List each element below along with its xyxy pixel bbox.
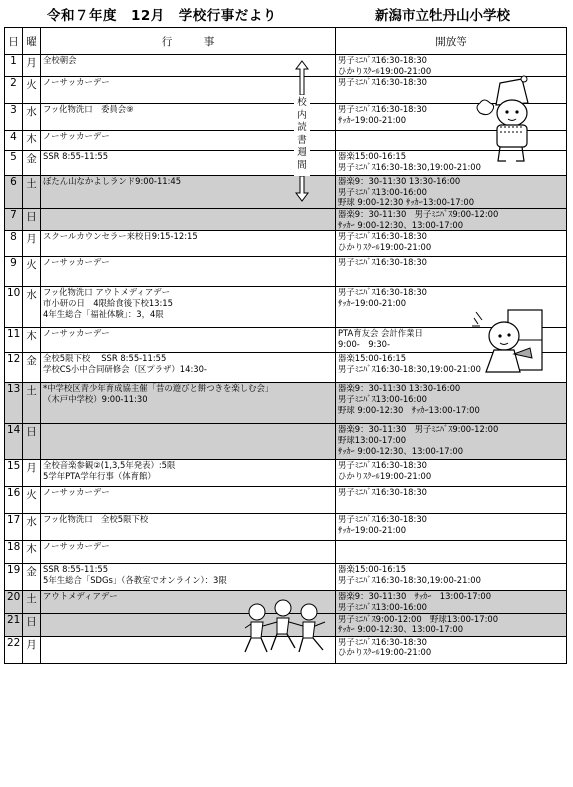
column-header-open: 開放等 (336, 28, 567, 55)
open-line: ｻｯｶｰ19:00-21:00 (338, 297, 407, 308)
open-line: 男子ﾐﾆﾊﾞｽ16:30-18:30 (338, 77, 427, 88)
open-line: 器楽9：30-11:30 男子ﾐﾆﾊﾞｽ9:00-12:00 (338, 209, 499, 220)
weekday-cell: 水 (23, 514, 41, 541)
open-cell (336, 636, 567, 663)
open-cell (336, 541, 567, 564)
table-row (5, 564, 567, 591)
event-line: ノーサッカーデー (43, 541, 110, 552)
reading-week-text: 校 内 読 書 週 間 (297, 97, 307, 171)
open-cell (336, 487, 567, 514)
weekday-cell: 火 (23, 77, 41, 104)
event-line: フッ化物洗口 アウトメディアデー (43, 287, 170, 298)
open-line: 男子ﾐﾆﾊﾞｽ13:00-16:00 (338, 393, 427, 404)
event-line: （木戸中学校）9:00-11:30 (43, 393, 148, 404)
open-line: 男子ﾐﾆﾊﾞｽ16:30-18:30,19:00-21:00 (338, 574, 481, 585)
open-cell (336, 460, 567, 487)
weekday-cell: 木 (23, 131, 41, 151)
event-line: ノーサッカーデー (43, 131, 110, 142)
weekday-cell: 日 (23, 613, 41, 636)
child-cleaning-window-illustration (468, 306, 546, 378)
weekday-cell: 水 (23, 104, 41, 131)
events-cell (41, 460, 336, 487)
day-cell: 5 (5, 151, 23, 176)
event-line: 学校CS小中合同研修会（区プラザ）14:30- (43, 363, 207, 374)
open-cell (336, 231, 567, 257)
events-cell (41, 383, 336, 424)
open-line: 男子ﾐﾆﾊﾞｽ9:00-12:00 野球13:00-17:00 (338, 613, 499, 624)
day-cell: 20 (5, 591, 23, 613)
table-header-row (5, 28, 567, 55)
open-line: 男子ﾐﾆﾊﾞｽ16:30-18:30 (338, 487, 427, 498)
column-header-day: 日 (5, 28, 23, 55)
open-line: 器楽9：30-11:30 13:30-16:00 (338, 383, 461, 394)
day-cell: 12 (5, 353, 23, 383)
events-cell (41, 55, 336, 77)
open-cell (336, 424, 567, 460)
open-line: ひかりｽｸｰﾙ19:00-21:00 (338, 65, 432, 76)
day-cell: 3 (5, 104, 23, 131)
weekday-cell: 月 (23, 636, 41, 663)
open-line: 野球 9:00-12:30 ｻｯｶｰ13:00-17:00 (338, 404, 480, 415)
weekday-cell: 木 (23, 541, 41, 564)
open-line: 男子ﾐﾆﾊﾞｽ16:30-18:30 (338, 55, 427, 65)
table-row (5, 541, 567, 564)
open-line: 男子ﾐﾆﾊﾞｽ16:30-18:30 (338, 460, 427, 471)
day-cell: 9 (5, 257, 23, 287)
open-cell (336, 383, 567, 424)
event-line: ノーサッカーデー (43, 257, 110, 268)
column-header-dow: 曜 (23, 28, 41, 55)
events-cell (41, 209, 336, 231)
open-cell (336, 55, 567, 77)
events-cell (41, 176, 336, 209)
page-header (0, 0, 573, 27)
events-cell (41, 287, 336, 328)
open-line: 9:00- 9:30- (338, 338, 391, 349)
open-line: 男子ﾐﾆﾊﾞｽ16:30-18:30,19:00-21:00 (338, 363, 481, 374)
column-header-events: 行 事 (41, 28, 336, 55)
open-cell (336, 209, 567, 231)
table-row (5, 383, 567, 424)
event-line: ノーサッカーデー (43, 328, 110, 339)
children-running-illustration (243, 598, 329, 656)
events-cell (41, 77, 336, 104)
open-line: 男子ﾐﾆﾊﾞｽ16:30-18:30 (338, 257, 427, 268)
weekday-cell: 木 (23, 328, 41, 353)
day-cell: 6 (5, 176, 23, 209)
table-row (5, 231, 567, 257)
reading-week-label (294, 97, 310, 176)
event-line: 全校音楽参観②(1,3,5年発表）:5限 (43, 460, 176, 471)
day-cell: 11 (5, 328, 23, 353)
events-cell (41, 104, 336, 131)
open-line: 男子ﾐﾆﾊﾞｽ16:30-18:30 (338, 287, 427, 298)
events-cell (41, 231, 336, 257)
events-cell (41, 328, 336, 353)
day-cell: 17 (5, 514, 23, 541)
day-cell: 10 (5, 287, 23, 328)
day-cell: 7 (5, 209, 23, 231)
event-line: 市小研の日 4限給食後下校13:15 (43, 297, 173, 308)
open-line: ひかりｽｸｰﾙ19:00-21:00 (338, 647, 432, 658)
events-cell (41, 487, 336, 514)
events-cell (41, 514, 336, 541)
open-line: ひかりｽｸｰﾙ19:00-21:00 (338, 241, 432, 252)
event-line: ノーサッカーデー (43, 77, 110, 88)
open-line: 男子ﾐﾆﾊﾞｽ16:30-18:30 (338, 636, 427, 647)
child-winter-illustration (470, 75, 550, 165)
weekday-cell: 火 (23, 257, 41, 287)
open-line: 男子ﾐﾆﾊﾞｽ16:30-18:30 (338, 514, 427, 525)
day-cell: 13 (5, 383, 23, 424)
event-line: ノーサッカーデー (43, 487, 110, 498)
school-name: 新潟市立牡丹山小学校 (375, 8, 510, 24)
open-cell (336, 176, 567, 209)
weekday-cell: 火 (23, 487, 41, 514)
weekday-cell: 月 (23, 55, 41, 77)
weekday-cell: 日 (23, 209, 41, 231)
events-cell (41, 424, 336, 460)
day-cell: 1 (5, 55, 23, 77)
event-line: アウトメディアデー (43, 591, 118, 602)
table-row (5, 424, 567, 460)
event-line: スクールカウンセラー来校日9:15-12:15 (43, 231, 198, 242)
event-line: 全校朝会 (43, 55, 77, 65)
open-line: 器楽9：30-11:30 ｻｯｶｰ 13:00-17:00 (338, 591, 492, 602)
open-line: 器楽15:00-16:15 (338, 353, 407, 364)
day-cell: 22 (5, 636, 23, 663)
day-cell: 15 (5, 460, 23, 487)
open-line: 器楽9：30-11:30 13:30-16:00 (338, 176, 461, 187)
day-cell: 8 (5, 231, 23, 257)
open-cell (336, 257, 567, 287)
open-cell (336, 514, 567, 541)
table-row (5, 460, 567, 487)
open-cell (336, 613, 567, 636)
events-cell (41, 564, 336, 591)
open-line: ｻｯｶｰ 9:00-12:30、13:00-17:00 (338, 219, 464, 230)
day-cell: 14 (5, 424, 23, 460)
day-cell: 2 (5, 77, 23, 104)
open-line: ひかりｽｸｰﾙ19:00-21:00 (338, 470, 432, 481)
open-line: 男子ﾐﾆﾊﾞｽ16:30-18:30 (338, 231, 427, 242)
table-row (5, 257, 567, 287)
open-line: 器楽15:00-16:15 (338, 564, 407, 575)
open-line: 男子ﾐﾆﾊﾞｽ13:00-16:00 (338, 601, 427, 612)
open-line: 器楽9：30-11:30 男子ﾐﾆﾊﾞｽ9:00-12:00 (338, 424, 499, 435)
events-cell (41, 131, 336, 151)
event-line: SSR 8:55-11:55 (43, 151, 109, 162)
open-line: 器楽15:00-16:15 (338, 151, 407, 162)
open-line: 野球 9:00-12:30 ｻｯｶｰ13:00-17:00 (338, 197, 475, 208)
event-line: 5年生総合「SDGs」（各教室でオンライン）：3限 (43, 574, 227, 585)
event-line: ぼたん山なかよしランド9:00-11:45 (43, 176, 182, 187)
day-cell: 18 (5, 541, 23, 564)
event-line: *中学校区青少年育成協主催「昔の遊びと餅つきを楽しむ会」 (43, 383, 274, 394)
event-line: 全校5限下校 SSR 8:55-11:55 (43, 353, 167, 364)
day-cell: 19 (5, 564, 23, 591)
event-line: SSR 8:55-11:55 (43, 564, 109, 575)
open-cell (336, 591, 567, 613)
weekday-cell: 土 (23, 176, 41, 209)
open-line: ｻｯｶｰ 9:00-12:30、13:00-17:00 (338, 445, 464, 456)
open-cell (336, 564, 567, 591)
event-line: フッ化物洗口 委員会⑨ (43, 104, 134, 115)
weekday-cell: 土 (23, 591, 41, 613)
weekday-cell: 日 (23, 424, 41, 460)
event-line: フッ化物洗口 全校5限下校 (43, 514, 149, 525)
events-cell (41, 151, 336, 176)
open-line: ｻｯｶｰ19:00-21:00 (338, 114, 407, 125)
weekday-cell: 金 (23, 564, 41, 591)
open-line: ｻｯｶｰ 9:00-12:30、13:00-17:00 (338, 624, 464, 635)
arrow-down-icon (295, 176, 309, 202)
open-line: 男子ﾐﾆﾊﾞｽ13:00-16:00 (338, 186, 427, 197)
weekday-cell: 水 (23, 287, 41, 328)
open-line: ｻｯｶｰ19:00-21:00 (338, 524, 407, 535)
open-line: 男子ﾐﾆﾊﾞｽ16:30-18:30,19:00-21:00 (338, 161, 481, 172)
open-line: PTA育友会 会計作業日 (338, 328, 423, 339)
day-cell: 21 (5, 613, 23, 636)
table-row (5, 514, 567, 541)
table-row (5, 55, 567, 77)
newsletter-title: 令和７年度 12月 学校行事だより (47, 8, 277, 24)
open-line: 男子ﾐﾆﾊﾞｽ16:30-18:30 (338, 104, 427, 115)
open-line: 野球13:00-17:00 (338, 434, 407, 445)
arrow-up-icon (295, 60, 309, 95)
event-line: 4年生総合「福祉体験」：3，4限 (43, 308, 164, 319)
weekday-cell: 土 (23, 383, 41, 424)
event-line: 5学年PTA学年行事（体育館） (43, 470, 156, 481)
weekday-cell: 月 (23, 231, 41, 257)
table-row (5, 209, 567, 231)
weekday-cell: 金 (23, 353, 41, 383)
events-cell (41, 541, 336, 564)
day-cell: 4 (5, 131, 23, 151)
table-row (5, 176, 567, 209)
day-cell: 16 (5, 487, 23, 514)
events-cell (41, 257, 336, 287)
table-row (5, 487, 567, 514)
weekday-cell: 金 (23, 151, 41, 176)
weekday-cell: 月 (23, 460, 41, 487)
events-cell (41, 353, 336, 383)
